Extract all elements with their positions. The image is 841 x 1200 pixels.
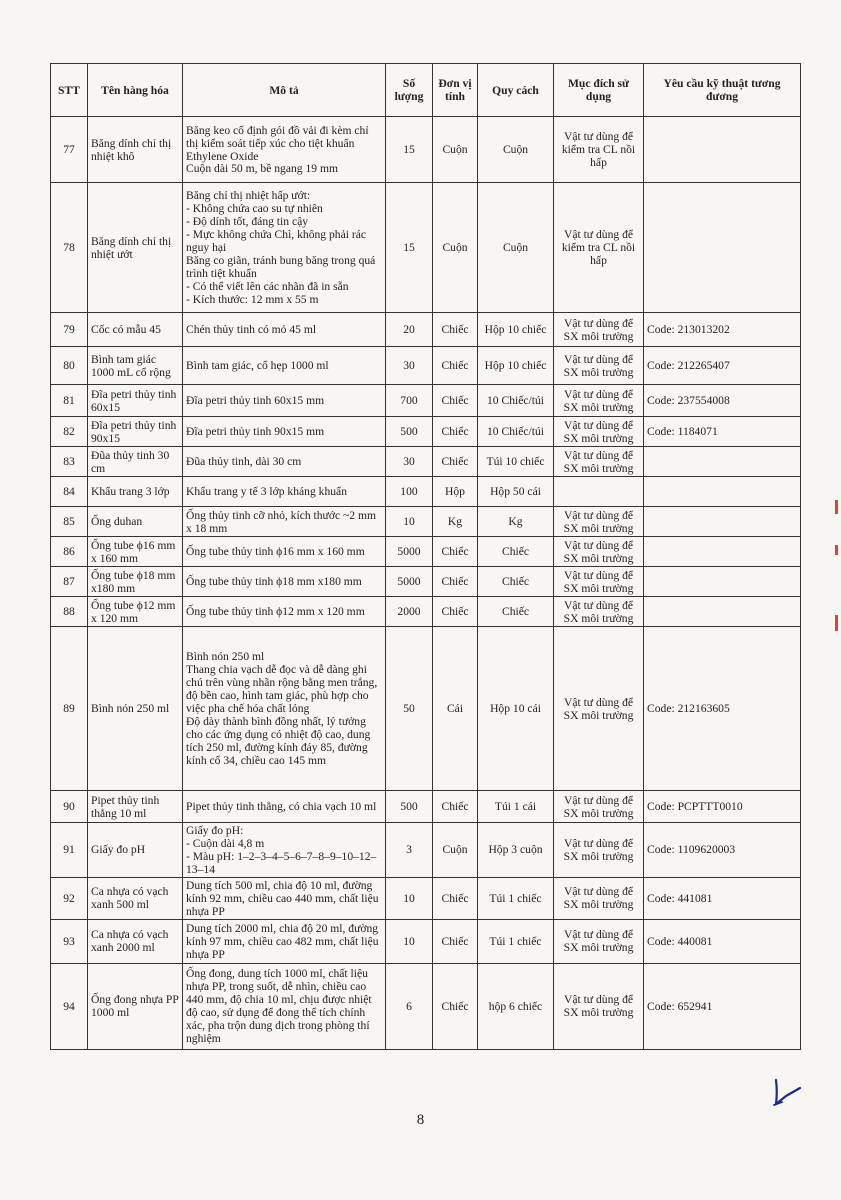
- cell-stt: 83: [51, 447, 88, 477]
- cell-technical-code: [644, 537, 801, 567]
- cell-stt: 94: [51, 963, 88, 1049]
- table-row: [51, 597, 801, 627]
- table-row: [51, 507, 801, 537]
- cell-description: Ống đong, dung tích 1000 ml, chất liệu nhựa PP, trong suốt, dễ nhìn, chiều cao 440 mm, độ chia 10 ml, chịu được nhiệt độ cao, sử dụng để đong thể tích chính xác, pha trộn dung dịch trong phòng thí nghiệm: [183, 963, 386, 1049]
- cell-packaging: Chiếc: [478, 567, 554, 597]
- cell-item-name: Ống tube ϕ12 mm x 120 mm: [88, 597, 183, 627]
- cell-technical-code: Code: 1109620003: [644, 823, 801, 878]
- cell-quantity: 10: [386, 919, 433, 963]
- cell-quantity: 10: [386, 877, 433, 919]
- cell-purpose: Vật tư dùng để SX môi trường: [554, 347, 644, 385]
- header-unit: Đơn vị tính: [433, 64, 478, 117]
- cell-packaging: Túi 10 chiếc: [478, 447, 554, 477]
- cell-quantity: 6: [386, 963, 433, 1049]
- cell-purpose: Vật tư dùng để kiểm tra CL nồi hấp: [554, 183, 644, 313]
- cell-stt: 85: [51, 507, 88, 537]
- header-stt: STT: [51, 64, 88, 117]
- cell-description: Ống tube thủy tinh ϕ16 mm x 160 mm: [183, 537, 386, 567]
- cell-description: Khẩu trang y tế 3 lớp kháng khuẩn: [183, 477, 386, 507]
- cell-technical-code: Code: 237554008: [644, 385, 801, 417]
- cell-packaging: Hộp 3 cuộn: [478, 823, 554, 878]
- cell-purpose: Vật tư dùng để SX môi trường: [554, 447, 644, 477]
- cell-quantity: 20: [386, 313, 433, 347]
- cell-packaging: 10 Chiếc/túi: [478, 417, 554, 447]
- cell-item-name: Đĩa petri thủy tinh 90x15: [88, 417, 183, 447]
- cell-packaging: Chiếc: [478, 597, 554, 627]
- cell-technical-code: [644, 117, 801, 183]
- cell-purpose: Vật tư dùng để SX môi trường: [554, 567, 644, 597]
- table-row: [51, 919, 801, 963]
- table-row: [51, 477, 801, 507]
- cell-technical-code: Code: 441081: [644, 877, 801, 919]
- table-row: [51, 313, 801, 347]
- cell-packaging: Kg: [478, 507, 554, 537]
- cell-purpose: Vật tư dùng để SX môi trường: [554, 791, 644, 823]
- cell-unit: Chiếc: [433, 347, 478, 385]
- cell-description: Bình tam giác, cổ hẹp 1000 ml: [183, 347, 386, 385]
- header-description: Mô tả: [183, 64, 386, 117]
- cell-packaging: 10 Chiếc/túi: [478, 385, 554, 417]
- cell-description: Chén thủy tinh có mỏ 45 ml: [183, 313, 386, 347]
- cell-quantity: 15: [386, 183, 433, 313]
- table-row: [51, 447, 801, 477]
- cell-technical-code: Code: 1184071: [644, 417, 801, 447]
- cell-purpose: [554, 477, 644, 507]
- cell-description: Ống tube thủy tinh ϕ18 mm x180 mm: [183, 567, 386, 597]
- cell-packaging: Túi 1 chiếc: [478, 877, 554, 919]
- equipment-spec-table: [50, 63, 801, 1050]
- cell-item-name: Ống tube ϕ16 mm x 160 mm: [88, 537, 183, 567]
- table-header-row: [51, 64, 801, 117]
- cell-stt: 77: [51, 117, 88, 183]
- header-technical-requirement: Yêu cầu kỹ thuật tương đương: [644, 64, 801, 117]
- cell-description: Băng chỉ thị nhiệt hấp ướt: - Không chứa cao su tự nhiên - Độ dính tốt, đáng tin cậy - Mực không chứa Chì, không phải rác nguy hại Băng co giãn, tránh bung băng trong quá trình tiệt khuẩn - Có thể viết lên các nhãn đã in sẵn - Kích thước: 12 mm x 55 m: [183, 183, 386, 313]
- cell-packaging: Hộp 10 chiếc: [478, 347, 554, 385]
- cell-stt: 81: [51, 385, 88, 417]
- cell-quantity: 50: [386, 627, 433, 791]
- cell-technical-code: [644, 567, 801, 597]
- cell-description: Dung tích 500 ml, chia độ 10 ml, đường kính 92 mm, chiều cao 440 mm, chất liệu nhựa PP: [183, 877, 386, 919]
- cell-packaging: Hộp 50 cái: [478, 477, 554, 507]
- cell-packaging: Túi 1 cái: [478, 791, 554, 823]
- header-purpose: Mục đích sử dụng: [554, 64, 644, 117]
- cell-description: Đũa thủy tinh, dài 30 cm: [183, 447, 386, 477]
- cell-packaging: Cuộn: [478, 117, 554, 183]
- cell-purpose: Vật tư dùng để SX môi trường: [554, 507, 644, 537]
- cell-quantity: 500: [386, 791, 433, 823]
- cell-item-name: Ca nhựa có vạch xanh 500 ml: [88, 877, 183, 919]
- cell-technical-code: [644, 183, 801, 313]
- cell-description: Băng keo cố định gói đồ vải đi kèm chỉ thị kiểm soát tiếp xúc cho tiệt khuẩn Ethylene Oxide Cuộn dài 50 m, bề ngang 19 mm: [183, 117, 386, 183]
- cell-unit: Chiếc: [433, 963, 478, 1049]
- cell-item-name: Ca nhựa có vạch xanh 2000 ml: [88, 919, 183, 963]
- cell-stt: 82: [51, 417, 88, 447]
- cell-technical-code: Code: 212163605: [644, 627, 801, 791]
- table-row: [51, 567, 801, 597]
- cell-unit: Chiếc: [433, 919, 478, 963]
- cell-unit: Chiếc: [433, 877, 478, 919]
- cell-technical-code: [644, 597, 801, 627]
- cell-stt: 87: [51, 567, 88, 597]
- cell-unit: Chiếc: [433, 313, 478, 347]
- cell-packaging: hộp 6 chiếc: [478, 963, 554, 1049]
- page-number: 8: [416, 1112, 425, 1128]
- cell-stt: 90: [51, 791, 88, 823]
- cell-stt: 84: [51, 477, 88, 507]
- cell-stt: 86: [51, 537, 88, 567]
- margin-marks: [829, 490, 841, 640]
- cell-item-name: Ống duhan: [88, 507, 183, 537]
- cell-packaging: Túi 1 chiếc: [478, 919, 554, 963]
- cell-stt: 89: [51, 627, 88, 791]
- cell-stt: 91: [51, 823, 88, 878]
- cell-quantity: 2000: [386, 597, 433, 627]
- cell-packaging: Chiếc: [478, 537, 554, 567]
- cell-stt: 78: [51, 183, 88, 313]
- table-row: [51, 963, 801, 1049]
- cell-unit: Chiếc: [433, 385, 478, 417]
- cell-technical-code: Code: 652941: [644, 963, 801, 1049]
- cell-purpose: Vật tư dùng để SX môi trường: [554, 963, 644, 1049]
- cell-item-name: Bình tam giác 1000 mL cổ rộng: [88, 347, 183, 385]
- cell-item-name: Giấy đo pH: [88, 823, 183, 878]
- cell-purpose: Vật tư dùng để SX môi trường: [554, 919, 644, 963]
- cell-unit: Hộp: [433, 477, 478, 507]
- table-row: [51, 823, 801, 878]
- cell-description: Dung tích 2000 ml, chia độ 20 ml, đường kính 97 mm, chiều cao 482 mm, chất liệu nhựa PP: [183, 919, 386, 963]
- cell-description: Đĩa petri thủy tinh 60x15 mm: [183, 385, 386, 417]
- signature-mark: [770, 1076, 804, 1110]
- cell-item-name: Đũa thủy tinh 30 cm: [88, 447, 183, 477]
- cell-technical-code: Code: 212265407: [644, 347, 801, 385]
- cell-purpose: Vật tư dùng để SX môi trường: [554, 877, 644, 919]
- cell-item-name: Ống tube ϕ18 mm x180 mm: [88, 567, 183, 597]
- table-row: [51, 791, 801, 823]
- cell-quantity: 700: [386, 385, 433, 417]
- cell-quantity: 100: [386, 477, 433, 507]
- cell-item-name: Băng dính chỉ thị nhiệt ướt: [88, 183, 183, 313]
- cell-stt: 93: [51, 919, 88, 963]
- cell-quantity: 3: [386, 823, 433, 878]
- cell-description: Ống thủy tinh cỡ nhỏ, kích thước ~2 mm x 18 mm: [183, 507, 386, 537]
- cell-purpose: Vật tư dùng để kiểm tra CL nồi hấp: [554, 117, 644, 183]
- cell-unit: Kg: [433, 507, 478, 537]
- cell-description: Ống tube thủy tinh ϕ12 mm x 120 mm: [183, 597, 386, 627]
- cell-unit: Cái: [433, 627, 478, 791]
- cell-technical-code: [644, 507, 801, 537]
- cell-unit: Chiếc: [433, 567, 478, 597]
- cell-technical-code: Code: PCPTTT0010: [644, 791, 801, 823]
- cell-unit: Chiếc: [433, 791, 478, 823]
- cell-item-name: Băng dính chỉ thị nhiệt khô: [88, 117, 183, 183]
- cell-quantity: 5000: [386, 537, 433, 567]
- cell-quantity: 5000: [386, 567, 433, 597]
- cell-unit: Cuộn: [433, 823, 478, 878]
- cell-item-name: Cốc có mẫu 45: [88, 313, 183, 347]
- table-row: [51, 117, 801, 183]
- cell-item-name: Khẩu trang 3 lớp: [88, 477, 183, 507]
- cell-purpose: Vật tư dùng để SX môi trường: [554, 385, 644, 417]
- cell-technical-code: Code: 213013202: [644, 313, 801, 347]
- cell-quantity: 10: [386, 507, 433, 537]
- cell-purpose: Vật tư dùng để SX môi trường: [554, 537, 644, 567]
- cell-description: Đĩa petri thủy tinh 90x15 mm: [183, 417, 386, 447]
- cell-item-name: Đĩa petri thủy tinh 60x15: [88, 385, 183, 417]
- cell-item-name: Pipet thủy tinh thẳng 10 ml: [88, 791, 183, 823]
- cell-description: Bình nón 250 ml Thang chia vạch dễ đọc và dễ dàng ghi chú trên vùng nhãn rộng bằng men trắng, độ bền cao, hình tam giác, phù hợp cho việc pha chế hóa chất lỏng Độ dày thành bình đồng nhất, lý tưởng cho các ứng dụng có nhiệt độ cao, dung tích 250 ml, đường kính đáy 85, đường kính cổ 34, chiều cao 145 mm: [183, 627, 386, 791]
- table-row: [51, 627, 801, 791]
- cell-unit: Chiếc: [433, 447, 478, 477]
- cell-unit: Chiếc: [433, 597, 478, 627]
- cell-description: Pipet thủy tinh thẳng, có chia vạch 10 ml: [183, 791, 386, 823]
- cell-stt: 79: [51, 313, 88, 347]
- cell-purpose: Vật tư dùng để SX môi trường: [554, 627, 644, 791]
- cell-purpose: Vật tư dùng để SX môi trường: [554, 313, 644, 347]
- cell-purpose: Vật tư dùng để SX môi trường: [554, 417, 644, 447]
- cell-description: Giấy đo pH: - Cuộn dài 4,8 m - Màu pH: 1–2–3–4–5–6–7–8–9–10–12–13–14: [183, 823, 386, 878]
- cell-technical-code: Code: 440081: [644, 919, 801, 963]
- cell-stt: 80: [51, 347, 88, 385]
- cell-stt: 92: [51, 877, 88, 919]
- cell-packaging: Hộp 10 chiếc: [478, 313, 554, 347]
- cell-quantity: 15: [386, 117, 433, 183]
- header-item-name: Tên hàng hóa: [88, 64, 183, 117]
- cell-unit: Chiếc: [433, 537, 478, 567]
- cell-unit: Cuộn: [433, 117, 478, 183]
- cell-purpose: Vật tư dùng để SX môi trường: [554, 823, 644, 878]
- table-row: [51, 183, 801, 313]
- table-row: [51, 347, 801, 385]
- cell-quantity: 500: [386, 417, 433, 447]
- cell-unit: Cuộn: [433, 183, 478, 313]
- table-row: [51, 385, 801, 417]
- cell-item-name: Bình nón 250 ml: [88, 627, 183, 791]
- cell-quantity: 30: [386, 347, 433, 385]
- table-row: [51, 537, 801, 567]
- cell-purpose: Vật tư dùng để SX môi trường: [554, 597, 644, 627]
- header-quantity: Số lượng: [386, 64, 433, 117]
- cell-technical-code: [644, 477, 801, 507]
- cell-unit: Chiếc: [433, 417, 478, 447]
- cell-technical-code: [644, 447, 801, 477]
- cell-stt: 88: [51, 597, 88, 627]
- cell-item-name: Ống đong nhựa PP 1000 ml: [88, 963, 183, 1049]
- table-row: [51, 877, 801, 919]
- table-row: [51, 417, 801, 447]
- cell-quantity: 30: [386, 447, 433, 477]
- cell-packaging: Cuộn: [478, 183, 554, 313]
- cell-packaging: Hộp 10 cái: [478, 627, 554, 791]
- header-packaging: Quy cách: [478, 64, 554, 117]
